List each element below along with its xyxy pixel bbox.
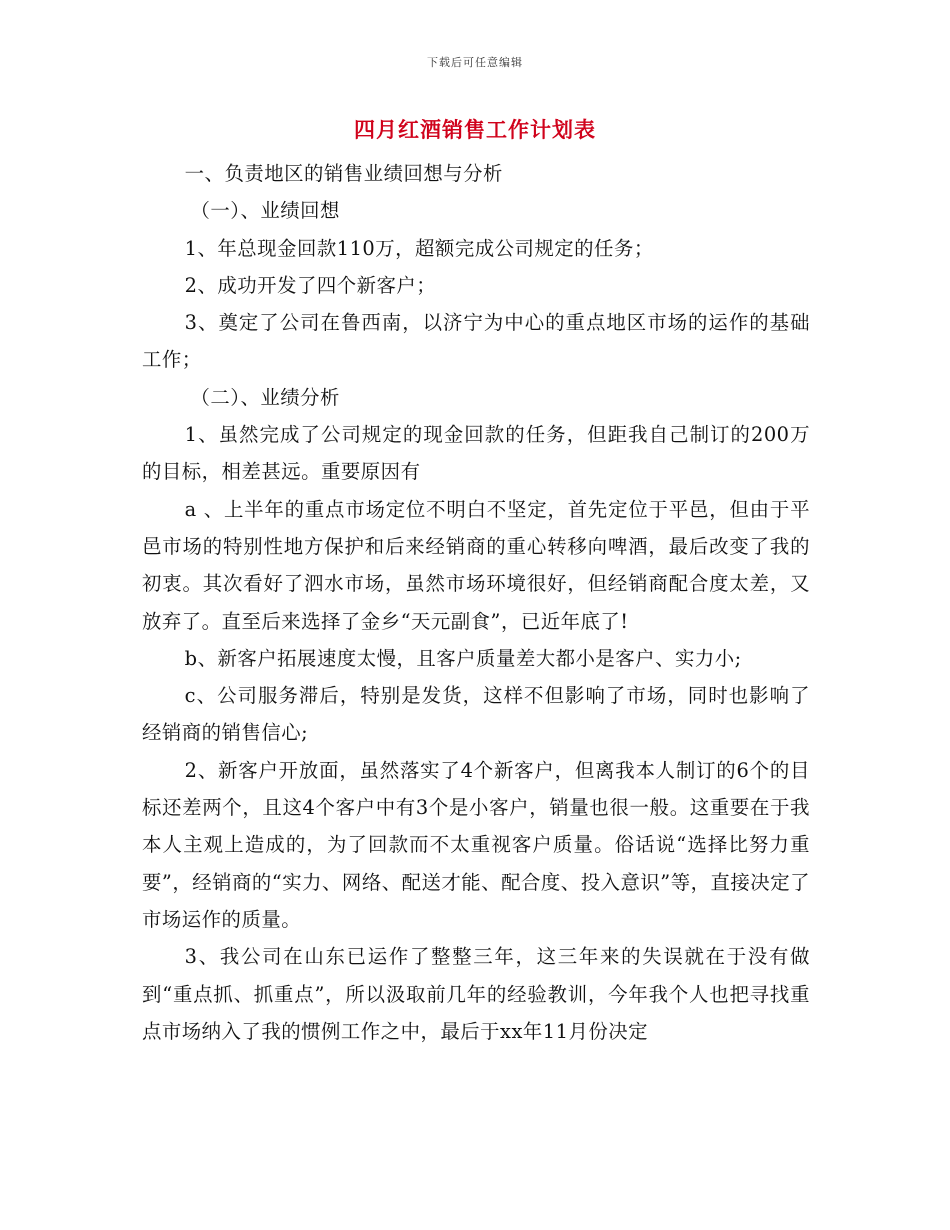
paragraph-3: 3、奠定了公司在鲁西南，以济宁为中心的重点地区市场的运作的基础工作；: [142, 311, 810, 372]
paragraph-9: 3、我公司在山东已运作了整整三年，这三年来的失误就在于没有做到“重点抓、抓重点”，所以汲取前几年的经验教训，今年我个人也把寻找重点市场纳入了我的惯例工作之中，最后于xx年11月份决定: [142, 945, 810, 1043]
paragraph-6: b、新客户拓展速度太慢，且客户质量差大都小是客户、实力小;: [184, 646, 742, 670]
document-title: 四月红酒销售工作计划表: [354, 117, 596, 142]
paragraph-2: 2、成功开发了四个新客户；: [184, 273, 437, 297]
paragraph-4: 1、虽然完成了公司规定的现金回款的任务，但距我自己制订的200万的目标，相差甚远。重要原因有: [142, 423, 810, 484]
subsection-heading-2: （二）、业绩分析: [190, 385, 340, 409]
header-note: 下载后可任意编辑: [427, 56, 523, 69]
subsection-heading-1: （一）、业绩回想: [190, 199, 340, 223]
paragraph-1: 1、年总现金回款110万，超额完成公司规定的任务；: [184, 236, 654, 260]
paragraph-7: c、公司服务滞后，特别是发货，这样不但影响了市场，同时也影响了经销商的销售信心;: [142, 684, 810, 745]
section-heading-1: 一、负责地区的销售业绩回想与分析: [184, 162, 503, 185]
document-body: [142, 155, 810, 1050]
paragraph-8: 2、新客户开放面，虽然落实了4个新客户，但离我本人制订的6个的目标还差两个，且这4个客户中有3个是小客户，销量也很一般。这重要在于我本人主观上造成的，为了回款而不太重视客户质量。俗话说“选择比努力重要”，经销商的“实力、网络、配送才能、配合度、投入意识”等，直接决定了市场运作的质量。: [142, 758, 810, 931]
paragraph-5: a 、上半年的重点市场定位不明白不坚定，首先定位于平邑，但由于平邑市场的特别性地方保护和后来经销商的重心转移向啤酒，最后改变了我的初衷。其次看好了泗水市场，虽然市场环境很好，但经销商配合度太差，又放弃了。直至后来选择了金乡“天元副食”，已近年底了!: [142, 497, 810, 633]
